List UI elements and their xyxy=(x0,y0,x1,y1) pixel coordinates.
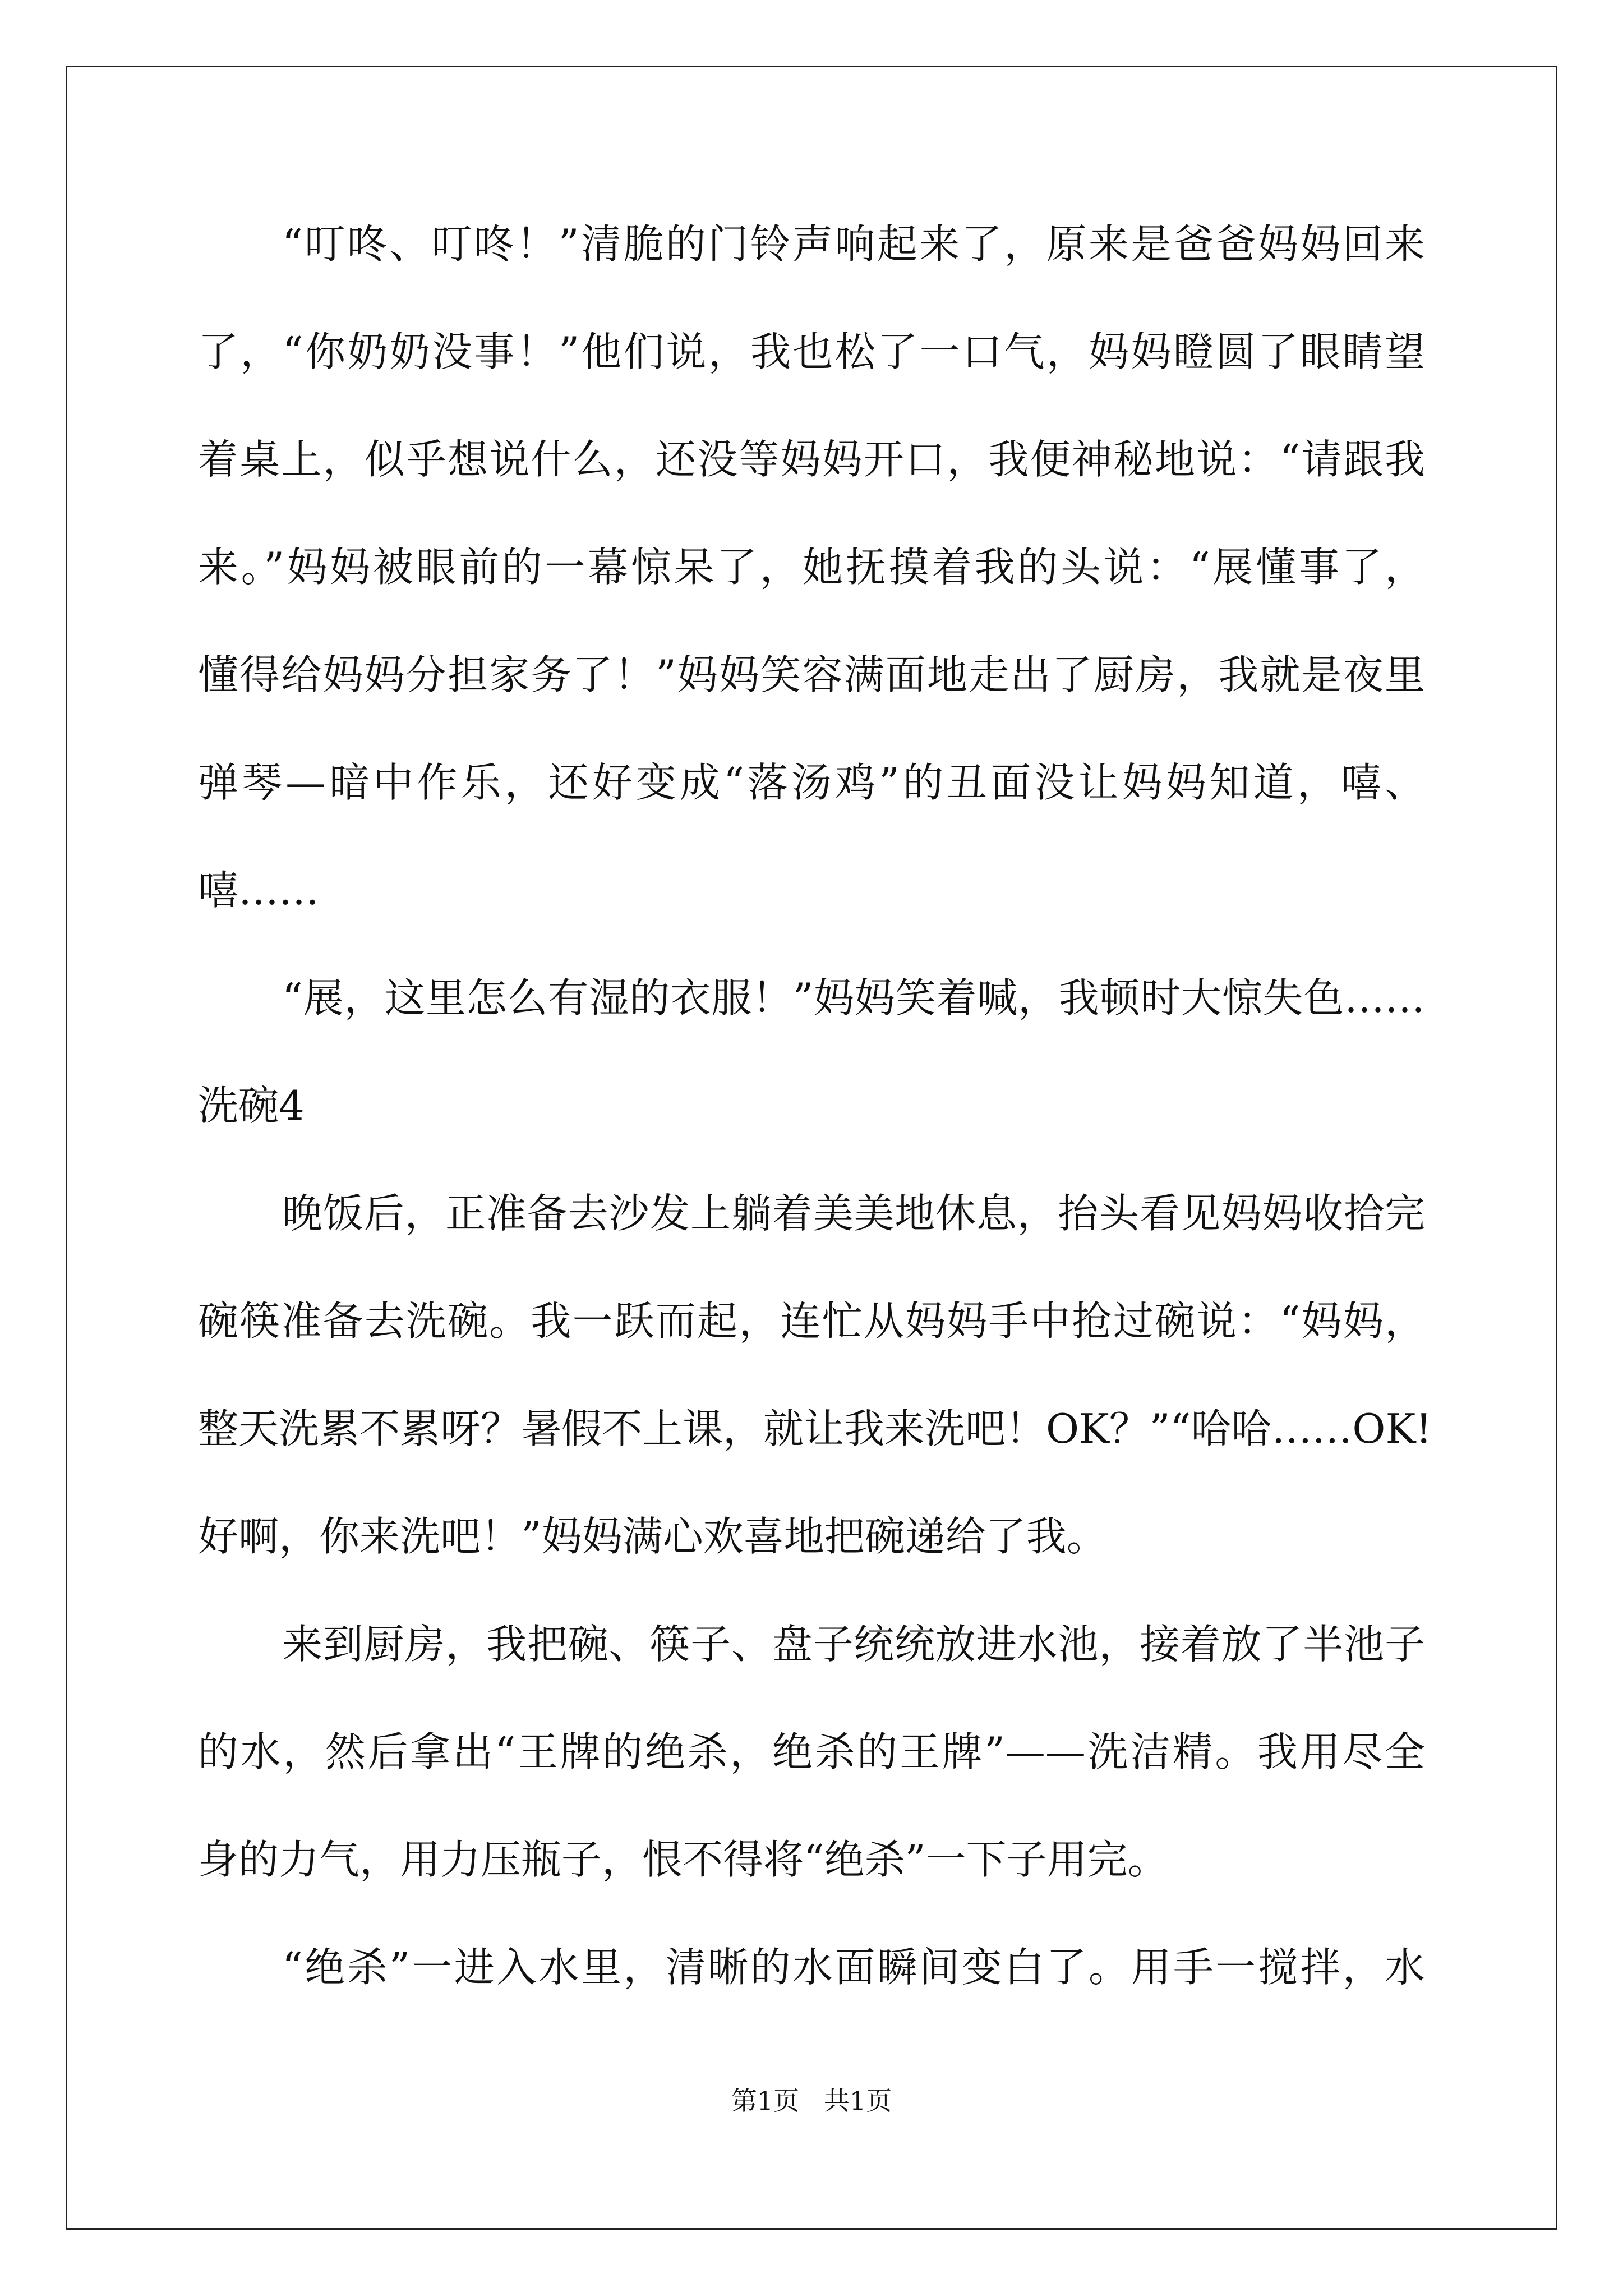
text-line: 了，“你奶奶没事！”他们说，我也松了一口气，妈妈瞪圆了眼睛望 xyxy=(198,328,1425,375)
text-line: 着桌上，似乎想说什么，还没等妈妈开口，我便神秘地说：“请跟我 xyxy=(198,436,1425,483)
text-line: 整天洗累不累呀？暑假不上课，就让我来洗吧！OK？”“哈哈……OK! xyxy=(198,1405,1432,1452)
text-line: 来到厨房，我把碗、筷子、盘子统统放进水池，接着放了半池子 xyxy=(282,1621,1425,1668)
text-line: 的水，然后拿出“王牌的绝杀，绝杀的王牌”——洗洁精。我用尽全 xyxy=(198,1728,1425,1775)
text-line: 来。”妈妈被眼前的一幕惊呆了，她抚摸着我的头说：“展懂事了， xyxy=(198,544,1425,591)
page-footer: 第1页 共1页 xyxy=(731,2086,892,2116)
text-line: “叮咚、叮咚！”清脆的门铃声响起来了，原来是爸爸妈妈回来 xyxy=(282,220,1425,268)
page-border xyxy=(66,66,1557,2230)
text-line: “展，这里怎么有湿的衣服！”妈妈笑着喊，我顿时大惊失色…… xyxy=(282,974,1425,1022)
section-heading: 洗碗4 xyxy=(198,1082,305,1129)
text-line: “绝杀”一进入水里，清晰的水面瞬间变白了。用手一搅拌，水 xyxy=(282,1944,1425,1991)
text-line: 身的力气，用力压瓶子，恨不得将“绝杀”一下子用完。 xyxy=(198,1836,1168,1883)
text-line: 弹琴—暗中作乐，还好变成“落汤鸡”的丑面没让妈妈知道，嘻、 xyxy=(198,759,1425,806)
text-line: 懂得给妈妈分担家务了！”妈妈笑容满面地走出了厨房，我就是夜里 xyxy=(198,651,1425,698)
text-line: 嘻…… xyxy=(198,867,320,914)
text-line: 碗筷准备去洗碗。我一跃而起，连忙从妈妈手中抢过碗说：“妈妈， xyxy=(198,1297,1425,1345)
text-line: 晚饭后，正准备去沙发上躺着美美地休息，抬头看见妈妈收拾完 xyxy=(282,1190,1425,1237)
text-line: 好啊，你来洗吧！”妈妈满心欢喜地把碗递给了我。 xyxy=(198,1513,1107,1560)
